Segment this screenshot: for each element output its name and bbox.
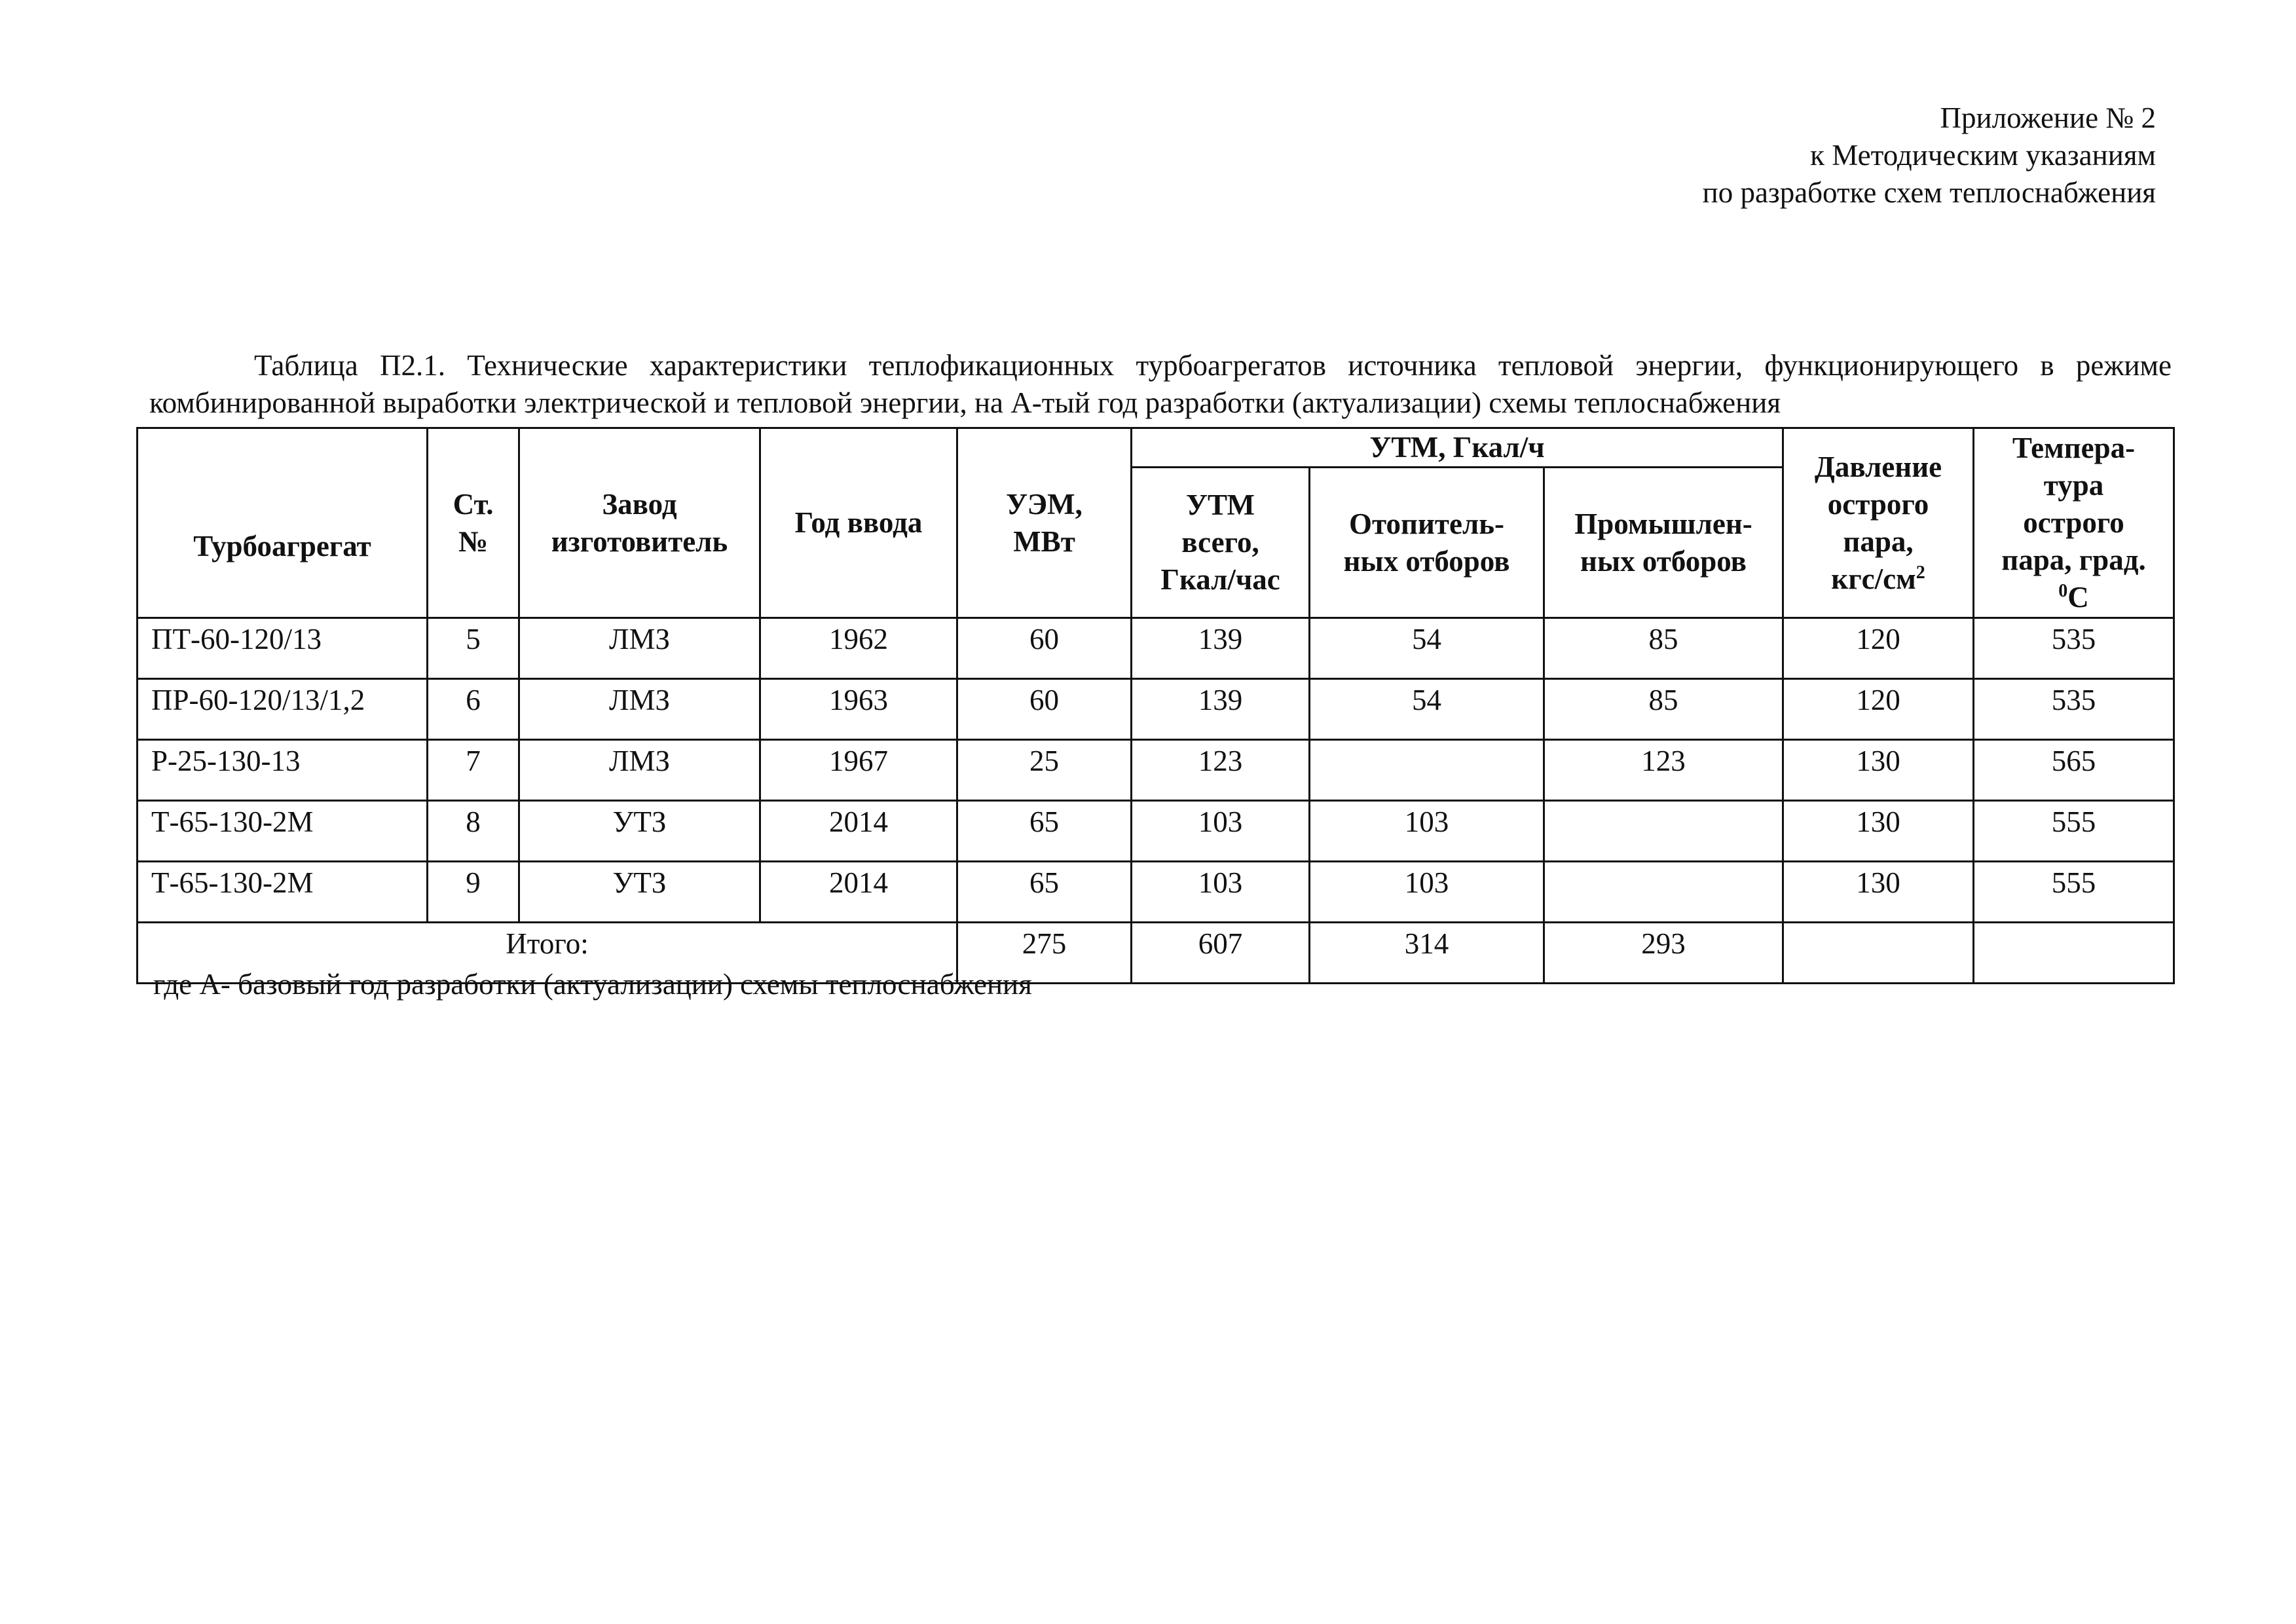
cell-industrial: 85 xyxy=(1544,679,1783,740)
header-station-line2: № xyxy=(458,525,489,558)
cell-turbine: ПР-60-120/13/1,2 xyxy=(138,679,428,740)
cell-manufacturer: УТЗ xyxy=(519,801,760,862)
cell-heating: 54 xyxy=(1310,618,1544,679)
table-row xyxy=(138,618,2174,679)
header-pressure-line2: острого xyxy=(1827,487,1929,521)
header-industrial-line1: Промышлен- xyxy=(1574,507,1752,540)
cell-industrial xyxy=(1544,801,1783,862)
total-utm-total: 607 xyxy=(1132,923,1310,984)
header-utm-group-label: УТМ, Гкал/ч xyxy=(1369,431,1545,464)
header-uem xyxy=(957,428,1132,618)
cell-year: 1963 xyxy=(760,679,957,740)
cell-uem: 60 xyxy=(957,618,1132,679)
header-uem-line1: УЭМ, xyxy=(1006,487,1083,521)
cell-manufacturer: ЛМЗ xyxy=(519,679,760,740)
cell-temperature: 555 xyxy=(1974,801,2174,862)
cell-station: 9 xyxy=(428,862,519,923)
header-heating-line1: Отопитель- xyxy=(1349,507,1504,540)
cell-heating xyxy=(1310,740,1544,801)
appendix-number: Приложение № 2 xyxy=(1940,101,2156,134)
cell-heating: 103 xyxy=(1310,862,1544,923)
appendix-reference: к Методическим указаниям xyxy=(1810,139,2156,172)
cell-manufacturer: УТЗ xyxy=(519,862,760,923)
header-pressure-unit xyxy=(1784,561,1972,598)
cell-turbine: ПТ-60-120/13 xyxy=(138,618,428,679)
cell-uem: 25 xyxy=(957,740,1132,801)
cell-temperature: 535 xyxy=(1974,618,2174,679)
header-temp-line4: пара, град. xyxy=(2001,544,2146,576)
cell-utm-total: 139 xyxy=(1132,679,1310,740)
footnote: где А- базовый год разработки (актуализации) схемы теплоснабжения xyxy=(153,968,1032,1001)
header-heating-line2: ных отборов xyxy=(1343,544,1510,578)
header-temp-line3: острого xyxy=(2023,506,2124,539)
cell-manufacturer: ЛМЗ xyxy=(519,740,760,801)
header-utm-total-line1: УТМ xyxy=(1186,489,1255,521)
header-temp-unit-text: С xyxy=(2067,581,2089,614)
cell-pressure: 130 xyxy=(1783,801,1974,862)
cell-utm-total: 103 xyxy=(1132,862,1310,923)
total-temperature xyxy=(1974,923,2174,984)
cell-utm-total: 139 xyxy=(1132,618,1310,679)
header-manufacturer xyxy=(519,428,760,618)
header-heating-extraction xyxy=(1310,468,1544,618)
total-pressure xyxy=(1783,923,1974,984)
header-utm-total-line3: Гкал/час xyxy=(1160,563,1280,596)
header-manufacturer-line2: изготовитель xyxy=(551,525,728,558)
cell-temperature: 555 xyxy=(1974,862,2174,923)
header-industrial-extraction xyxy=(1544,468,1783,618)
table-row xyxy=(138,740,2174,801)
cell-station: 6 xyxy=(428,679,519,740)
header-turbine xyxy=(138,428,428,618)
cell-uem: 65 xyxy=(957,801,1132,862)
cell-turbine: Т-65-130-2М xyxy=(138,801,428,862)
header-temp-line2: тура xyxy=(2043,469,2104,502)
cell-turbine: Р-25-130-13 xyxy=(138,740,428,801)
header-temp-line1: Темпера- xyxy=(2012,432,2136,464)
header-pressure-line3: пара, xyxy=(1843,525,1914,558)
cell-manufacturer: ЛМЗ xyxy=(519,618,760,679)
cell-pressure: 120 xyxy=(1783,679,1974,740)
cell-pressure: 120 xyxy=(1783,618,1974,679)
cell-utm-total: 123 xyxy=(1132,740,1310,801)
header-turbine-label: Турбоагрегат xyxy=(193,530,371,563)
cell-year: 1962 xyxy=(760,618,957,679)
table-row xyxy=(138,679,2174,740)
header-utm-total-line2: всего, xyxy=(1181,526,1259,559)
header-pressure-line1: Давление xyxy=(1814,450,1942,483)
cell-station: 7 xyxy=(428,740,519,801)
cell-utm-total: 103 xyxy=(1132,801,1310,862)
header-station-line1: Ст. xyxy=(453,487,494,521)
header-year-label: Год ввода xyxy=(794,506,923,539)
table-row xyxy=(138,801,2174,862)
cell-station: 8 xyxy=(428,801,519,862)
table-row xyxy=(138,862,2174,923)
cell-year: 2014 xyxy=(760,801,957,862)
cell-uem: 60 xyxy=(957,679,1132,740)
cell-pressure: 130 xyxy=(1783,740,1974,801)
header-station-number xyxy=(428,428,519,618)
total-uem: 275 xyxy=(957,923,1132,984)
total-heating: 314 xyxy=(1310,923,1544,984)
header-row-1 xyxy=(138,428,2174,468)
cell-temperature: 565 xyxy=(1974,740,2174,801)
total-label: Итого: xyxy=(138,923,957,984)
header-temp-superscript: 0 xyxy=(2058,581,2068,601)
cell-industrial: 123 xyxy=(1544,740,1783,801)
cell-industrial: 85 xyxy=(1544,618,1783,679)
cell-temperature: 535 xyxy=(1974,679,2174,740)
header-uem-line2: МВт xyxy=(1013,525,1075,558)
header-pressure xyxy=(1783,428,1974,618)
header-pressure-superscript: 2 xyxy=(1916,562,1925,583)
cell-year: 2014 xyxy=(760,862,957,923)
header-utm-total xyxy=(1132,468,1310,618)
cell-industrial xyxy=(1544,862,1783,923)
header-temp-unit xyxy=(1974,579,2173,616)
table-caption: Таблица П2.1. Технические характеристики теплофикационных турбоагрегатов источника тепловой энергии, функционирующего в режиме комбинированной выработки электрической и тепловой энергии, на А-тый год разработки (актуализации) схемы теплоснабжения xyxy=(149,349,2172,419)
cell-heating: 103 xyxy=(1310,801,1544,862)
cell-heating: 54 xyxy=(1310,679,1544,740)
appendix-subject: по разработке схем теплоснабжения xyxy=(1702,176,2156,209)
turbine-characteristics-table xyxy=(136,427,2175,984)
cell-pressure: 130 xyxy=(1783,862,1974,923)
header-industrial-line2: ных отборов xyxy=(1580,544,1747,578)
header-year xyxy=(760,428,957,618)
cell-uem: 65 xyxy=(957,862,1132,923)
total-industrial: 293 xyxy=(1544,923,1783,984)
cell-station: 5 xyxy=(428,618,519,679)
header-utm-group xyxy=(1132,428,1783,468)
appendix-heading xyxy=(1703,100,2156,212)
header-pressure-unit-text: кгс/см xyxy=(1831,562,1916,595)
cell-year: 1967 xyxy=(760,740,957,801)
header-temperature xyxy=(1974,428,2174,618)
header-manufacturer-line1: Завод xyxy=(602,487,677,521)
cell-turbine: Т-65-130-2М xyxy=(138,862,428,923)
